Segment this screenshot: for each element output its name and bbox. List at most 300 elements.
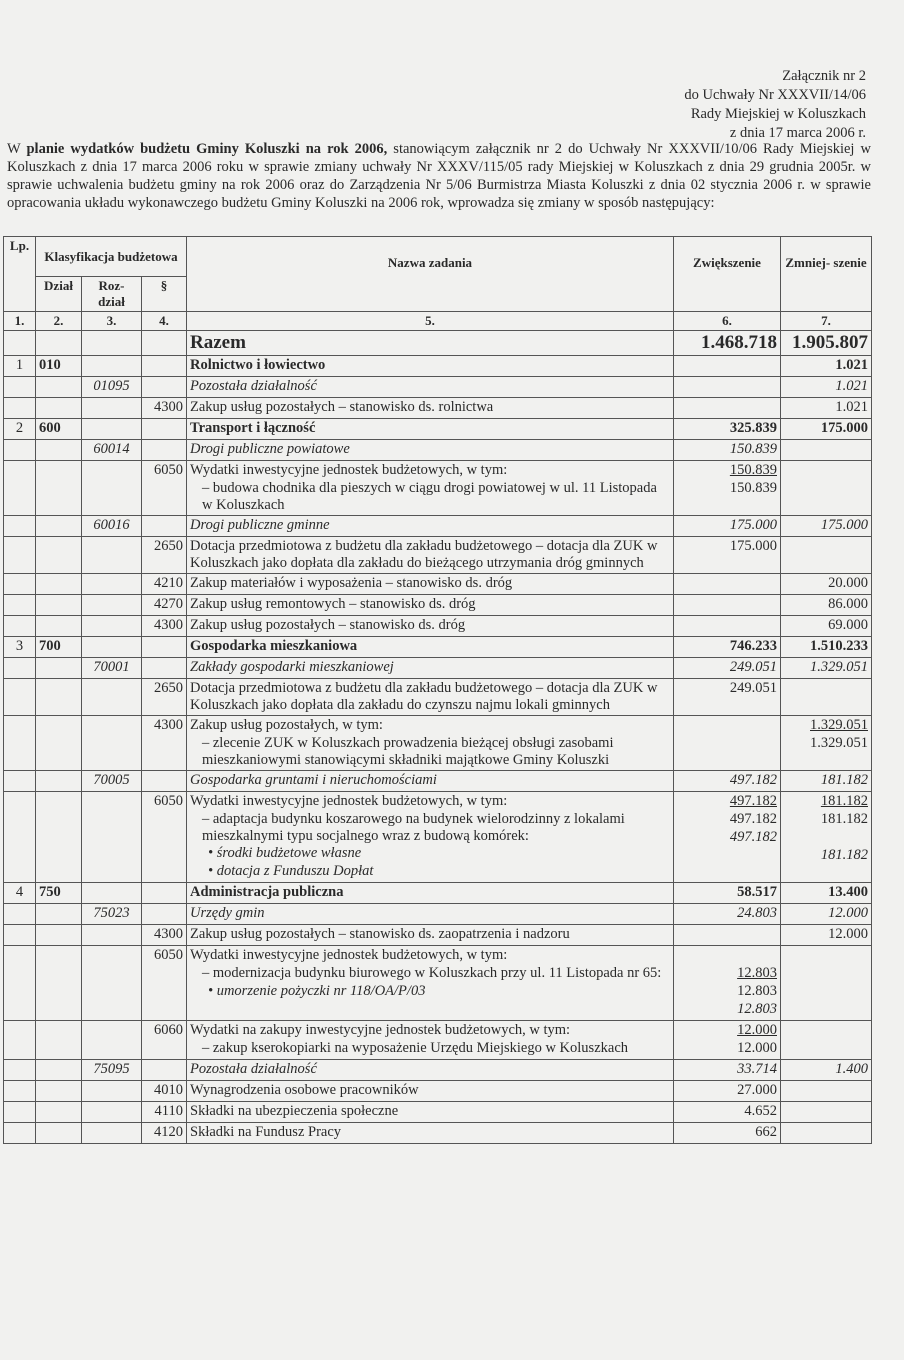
task-name: Wydatki inwestycyjne jednostek budżetowych, w tym:: [190, 462, 508, 478]
task-name: Gospodarka mieszkaniowa: [190, 638, 358, 654]
lp-cell: [4, 574, 36, 595]
col-num: 3.: [82, 312, 142, 331]
paragraph-row: [4, 461, 872, 516]
task-subitem: – zakup kserokopiarki na wyposażenie Urzędu Miejskiego w Koluszkach: [202, 1040, 629, 1056]
increase-value: 150.839: [729, 462, 777, 478]
increase-value: [677, 617, 777, 635]
increase-value: 497.182: [729, 772, 777, 788]
task-name: Drogi publiczne powiatowe: [190, 441, 350, 457]
rozdzial-cell: [82, 616, 142, 637]
paragraf-cell: 4300: [142, 616, 187, 637]
paragraph-row: [4, 792, 872, 883]
task-subitem: – modernizacja budynku biurowego w Koluszkach przy ul. 11 Listopada nr 65:: [202, 965, 662, 981]
task-name: Zakup usług remontowych – stanowisko ds. dróg: [190, 596, 476, 612]
column-numbers-row: [4, 312, 872, 331]
lp-cell: [4, 398, 36, 419]
task-name: Transport i łączność: [190, 420, 316, 436]
increase-cell: [674, 1060, 781, 1081]
task-name-cell: [187, 771, 674, 792]
header-lp: Lp.: [4, 237, 36, 312]
paragraph-row: [4, 1081, 872, 1102]
task-subitem: – adaptacja budynku koszarowego na budynek wielorodzinny z lokalami mieszkalnymi typu socjalnego wraz z budową komórek:: [202, 811, 625, 844]
increase-cell: [674, 883, 781, 904]
rozdzial-cell: [82, 716, 142, 771]
decrease-value: [784, 441, 868, 459]
dzial-cell: [36, 516, 82, 537]
task-name-cell: [187, 883, 674, 904]
col-num: 4.: [142, 312, 187, 331]
paragraf-cell: 2650: [142, 679, 187, 716]
header-zmniejszenie: Zmniej- szenie: [781, 237, 872, 312]
decrease-value: 181.182: [820, 793, 868, 809]
decrease-cell: [781, 1060, 872, 1081]
decrease-value: 1.510.233: [810, 638, 868, 654]
decrease-value: [784, 462, 868, 480]
rozdzial-cell: [82, 419, 142, 440]
task-name-cell: [187, 616, 674, 637]
decrease-value: [784, 1124, 868, 1142]
increase-cell: [674, 516, 781, 537]
task-name: Gospodarka gruntami i nieruchomościami: [190, 772, 437, 788]
lp-cell: [4, 1102, 36, 1123]
task-name: Zakup usług pozostałych, w tym:: [190, 717, 383, 733]
increase-value: [677, 717, 777, 735]
paragraph-row: [4, 925, 872, 946]
dzial-cell: [36, 398, 82, 419]
paragraph-row: [4, 1123, 872, 1144]
increase-value: [677, 947, 777, 965]
paragraf-cell: 4300: [142, 398, 187, 419]
decrease-cell: [781, 440, 872, 461]
rozdzial-cell: 70001: [82, 658, 142, 679]
lp-cell: [4, 377, 36, 398]
header-paragraf: §: [142, 277, 187, 312]
increase-cell: [674, 637, 781, 658]
task-name-cell: [187, 1123, 674, 1144]
decrease-cell: [781, 658, 872, 679]
task-name: Zakłady gospodarki mieszkaniowej: [190, 659, 394, 675]
task-name: Zakup usług pozostałych – stanowisko ds. dróg: [190, 617, 466, 633]
chapter-row: [4, 440, 872, 461]
decrease-cell: [781, 516, 872, 537]
increase-value: [677, 378, 777, 396]
attachment-header: [684, 67, 866, 143]
decrease-cell: [781, 946, 872, 1021]
decrease-cell: [781, 574, 872, 595]
increase-value: 325.839: [729, 420, 777, 436]
dzial-cell: 750: [36, 883, 82, 904]
task-name-cell: [187, 1102, 674, 1123]
chapter-row: [4, 377, 872, 398]
paragraf-cell: [142, 904, 187, 925]
paragraf-cell: 4300: [142, 716, 187, 771]
dzial-cell: [36, 716, 82, 771]
task-name-cell: [187, 398, 674, 419]
increase-cell: [674, 679, 781, 716]
task-bullet: • umorzenie pożyczki nr 118/OA/P/03: [208, 983, 426, 999]
decrease-cell: [781, 419, 872, 440]
decrease-cell: [781, 925, 872, 946]
resolution-number: do Uchwały Nr XXXVII/14/06: [684, 87, 866, 103]
lp-cell: [4, 440, 36, 461]
increase-value: 249.051: [729, 659, 777, 675]
bullet-increase-value: [677, 847, 777, 865]
rozdzial-cell: [82, 574, 142, 595]
lp-cell: [4, 792, 36, 883]
dzial-cell: [36, 925, 82, 946]
increase-value: 662: [755, 1124, 777, 1140]
decrease-value: 1.021: [835, 378, 868, 394]
total-label: Razem: [187, 331, 674, 356]
header-klasyfikacja: Klasyfikacja budżetowa: [36, 237, 187, 277]
task-name: Urzędy gmin: [190, 905, 265, 921]
increase-cell: [674, 1102, 781, 1123]
sub-increase-value: 497.182: [729, 811, 777, 827]
lp-cell: [4, 946, 36, 1021]
task-name-cell: [187, 1021, 674, 1060]
rozdzial-cell: [82, 595, 142, 616]
task-name-cell: [187, 461, 674, 516]
decrease-cell: [781, 537, 872, 574]
lp-cell: 4: [4, 883, 36, 904]
increase-cell: [674, 1123, 781, 1144]
rozdzial-cell: [82, 1102, 142, 1123]
section-row: [4, 637, 872, 658]
col-num: 6.: [674, 312, 781, 331]
intro-rest: stanowiącym załącznik nr 2 do Uchwały Nr XXXVII/10/06 Rady Miejskiej w Koluszkach z dnia 17 marca 2006 roku w sprawie zmiany uchwały Nr XXXV/115/05 rady Miejskiej w Koluszkach z dnia 29 grudnia 2005r. w sprawie uchwalenia budżetu gminy na rok 2006 oraz do Zarządzenia Nr 5/06 Burmistrza Miasta Koluszki z dnia 02 stycznia 2006 r. w sprawie opracowania układu wykonawczego budżetu Gminy Koluszki na 2006 rok, wprowadza się zmiany w sposób następujący:: [7, 141, 871, 211]
increase-value: 497.182: [729, 793, 777, 809]
chapter-row: [4, 904, 872, 925]
task-name-cell: [187, 377, 674, 398]
rozdzial-cell: [82, 1021, 142, 1060]
rozdzial-cell: [82, 537, 142, 574]
decrease-value: 1.021: [835, 357, 868, 373]
rozdzial-cell: 01095: [82, 377, 142, 398]
task-name-cell: [187, 537, 674, 574]
paragraf-cell: 2650: [142, 537, 187, 574]
paragraf-cell: [142, 356, 187, 377]
dzial-cell: [36, 658, 82, 679]
lp-cell: 2: [4, 419, 36, 440]
task-name: Wydatki na zakupy inwestycyjne jednostek budżetowych, w tym:: [190, 1022, 571, 1038]
task-name: Składki na ubezpieczenia społeczne: [190, 1103, 399, 1119]
decrease-value: 20.000: [828, 575, 868, 591]
task-name-cell: [187, 716, 674, 771]
increase-cell: [674, 771, 781, 792]
rozdzial-cell: 75023: [82, 904, 142, 925]
decrease-value: 181.182: [820, 772, 868, 788]
sub-increase-value: 12.803: [737, 983, 777, 999]
task-name: Dotacja przedmiotowa z budżetu dla zakładu budżetowego – dotacja dla ZUK w Koluszkach jako dopłata dla zakładu do bieżącego utrzymania dróg gminnych: [190, 538, 658, 571]
bullet-increase-value: 497.182: [729, 829, 777, 845]
increase-value: 58.517: [737, 884, 777, 900]
dzial-cell: [36, 377, 82, 398]
paragraph-row: [4, 679, 872, 716]
increase-value: [677, 596, 777, 614]
lp-cell: [4, 616, 36, 637]
total-row: [4, 331, 872, 356]
increase-cell: [674, 574, 781, 595]
task-name-cell: [187, 658, 674, 679]
decrease-value: [784, 1103, 868, 1121]
decrease-value: 13.400: [828, 884, 868, 900]
task-name: Drogi publiczne gminne: [190, 517, 330, 533]
sub-increase-value: [677, 735, 777, 753]
lp-cell: [4, 925, 36, 946]
rozdzial-cell: [82, 792, 142, 883]
budget-table: [3, 236, 872, 1144]
col-num: 7.: [781, 312, 872, 331]
increase-value: 249.051: [729, 680, 777, 696]
lp-cell: [4, 461, 36, 516]
sub-increase-value: 12.803: [737, 965, 777, 981]
col-num: 1.: [4, 312, 36, 331]
dzial-cell: [36, 1102, 82, 1123]
chapter-row: [4, 771, 872, 792]
task-name: Rolnictwo i łowiectwo: [190, 357, 326, 373]
decrease-value: [784, 680, 868, 698]
paragraf-cell: 6050: [142, 946, 187, 1021]
increase-value: 746.233: [729, 638, 777, 654]
increase-cell: [674, 419, 781, 440]
decrease-value: 1.400: [835, 1061, 868, 1077]
increase-value: 175.000: [729, 517, 777, 533]
decrease-cell: [781, 377, 872, 398]
dzial-cell: [36, 616, 82, 637]
rozdzial-cell: 60014: [82, 440, 142, 461]
increase-cell: [674, 356, 781, 377]
paragraph-row: [4, 1102, 872, 1123]
task-name: Wydatki inwestycyjne jednostek budżetowych, w tym:: [190, 947, 508, 963]
decrease-value: [784, 1082, 868, 1100]
task-subitem: – budowa chodnika dla pieszych w ciągu drogi powiatowej w ul. 11 Listopada w Koluszkach: [202, 480, 657, 513]
decrease-value: 1.329.051: [810, 717, 868, 733]
col-num: 2.: [36, 312, 82, 331]
council-name: Rady Miejskiej w Koluszkach: [690, 106, 866, 122]
dzial-cell: [36, 679, 82, 716]
increase-cell: [674, 616, 781, 637]
increase-cell: [674, 595, 781, 616]
section-row: [4, 356, 872, 377]
increase-value: 27.000: [737, 1082, 777, 1098]
task-name: Wynagrodzenia osobowe pracowników: [190, 1082, 419, 1098]
task-name: Zakup usług pozostałych – stanowisko ds. rolnictwa: [190, 399, 494, 415]
lp-cell: [4, 904, 36, 925]
dzial-cell: [36, 1021, 82, 1060]
task-name: Pozostała działalność: [190, 378, 317, 394]
decrease-value: 175.000: [820, 517, 868, 533]
paragraf-cell: 4110: [142, 1102, 187, 1123]
increase-cell: [674, 716, 781, 771]
dzial-cell: [36, 595, 82, 616]
decrease-value: 86.000: [828, 596, 868, 612]
increase-value: 33.714: [737, 1061, 777, 1077]
decrease-cell: [781, 637, 872, 658]
intro-paragraph: [7, 140, 871, 212]
task-name: Zakup usług pozostałych – stanowisko ds. zaopatrzenia i nadzoru: [190, 926, 570, 942]
task-name-cell: [187, 574, 674, 595]
task-name-cell: [187, 792, 674, 883]
paragraf-cell: 6050: [142, 792, 187, 883]
intro-prefix: W: [7, 141, 27, 157]
rozdzial-cell: [82, 356, 142, 377]
lp-cell: [4, 1021, 36, 1060]
header-zwiekszenie: Zwiększenie: [674, 237, 781, 312]
decrease-cell: [781, 1081, 872, 1102]
increase-cell: [674, 925, 781, 946]
task-name-cell: [187, 516, 674, 537]
task-name: Składki na Fundusz Pracy: [190, 1124, 342, 1140]
col-num: 5.: [187, 312, 674, 331]
sub-decrease-value: 1.329.051: [810, 735, 868, 751]
decrease-cell: [781, 1021, 872, 1060]
paragraf-cell: 4010: [142, 1081, 187, 1102]
header-dzial: Dział: [36, 277, 82, 312]
increase-cell: [674, 440, 781, 461]
task-bullet: • środki budżetowe własne: [208, 845, 362, 861]
decrease-cell: [781, 716, 872, 771]
paragraph-row: [4, 574, 872, 595]
decrease-value: 1.329.051: [810, 659, 868, 675]
dzial-cell: [36, 1123, 82, 1144]
paragraf-cell: 4120: [142, 1123, 187, 1144]
paragraph-row: [4, 946, 872, 1021]
decrease-cell: [781, 461, 872, 516]
section-row: [4, 883, 872, 904]
task-name: Dotacja przedmiotowa z budżetu dla zakładu budżetowego – dotacja dla ZUK w Koluszkach jako dopłata dla zakładu do czynszu najmu lokali gminnych: [190, 680, 658, 713]
increase-value: 175.000: [729, 538, 777, 554]
task-name-cell: [187, 419, 674, 440]
lp-cell: [4, 679, 36, 716]
rozdzial-cell: [82, 637, 142, 658]
chapter-row: [4, 658, 872, 679]
decrease-cell: [781, 1102, 872, 1123]
paragraf-cell: [142, 883, 187, 904]
decrease-value: [784, 538, 868, 556]
rozdzial-cell: [82, 679, 142, 716]
paragraf-cell: 4270: [142, 595, 187, 616]
paragraf-cell: [142, 440, 187, 461]
task-name-cell: [187, 1081, 674, 1102]
paragraf-cell: 6060: [142, 1021, 187, 1060]
bullet-decrease-value: 181.182: [820, 847, 868, 863]
lp-cell: [4, 516, 36, 537]
paragraf-cell: 4210: [142, 574, 187, 595]
increase-cell: [674, 658, 781, 679]
task-name: Administracja publiczna: [190, 884, 344, 900]
decrease-cell: [781, 771, 872, 792]
decrease-cell: [781, 356, 872, 377]
bullet-decrease-value: [784, 983, 868, 1001]
chapter-row: [4, 516, 872, 537]
paragraf-cell: [142, 1060, 187, 1081]
decrease-cell: [781, 904, 872, 925]
decrease-value: [784, 1022, 868, 1040]
decrease-value: 69.000: [828, 617, 868, 633]
increase-value: 4.652: [744, 1103, 777, 1119]
rozdzial-cell: 75095: [82, 1060, 142, 1081]
dzial-cell: [36, 440, 82, 461]
rozdzial-cell: [82, 1081, 142, 1102]
paragraf-cell: [142, 516, 187, 537]
lp-cell: [4, 658, 36, 679]
sub-decrease-value: [784, 480, 868, 498]
lp-cell: [4, 771, 36, 792]
rozdzial-cell: [82, 461, 142, 516]
task-name-cell: [187, 904, 674, 925]
rozdzial-cell: [82, 1123, 142, 1144]
decrease-cell: [781, 398, 872, 419]
paragraph-row: [4, 595, 872, 616]
increase-cell: [674, 1021, 781, 1060]
decrease-cell: [781, 792, 872, 883]
dzial-cell: [36, 792, 82, 883]
increase-value: 12.000: [737, 1022, 777, 1038]
increase-value: 150.839: [729, 441, 777, 457]
decrease-value: 1.021: [835, 399, 868, 415]
decrease-value: [784, 947, 868, 965]
task-name: Pozostała działalność: [190, 1061, 317, 1077]
sub-increase-value: 12.000: [737, 1040, 777, 1056]
task-name-cell: [187, 637, 674, 658]
decrease-value: 175.000: [820, 420, 868, 436]
lp-cell: [4, 595, 36, 616]
sub-decrease-value: [784, 1040, 868, 1058]
dzial-cell: 600: [36, 419, 82, 440]
lp-cell: 1: [4, 356, 36, 377]
increase-cell: [674, 537, 781, 574]
task-name-cell: [187, 946, 674, 1021]
rozdzial-cell: [82, 883, 142, 904]
sub-increase-value: 150.839: [729, 480, 777, 496]
sub-decrease-value: 181.182: [820, 811, 868, 827]
rozdzial-cell: 60016: [82, 516, 142, 537]
decrease-cell: [781, 1123, 872, 1144]
increase-cell: [674, 1081, 781, 1102]
intro-bold: planie wydatków budżetu Gminy Koluszki na rok 2006,: [26, 141, 388, 157]
task-name: Wydatki inwestycyjne jednostek budżetowych, w tym:: [190, 793, 508, 809]
lp-cell: [4, 1123, 36, 1144]
sub-decrease-value: [784, 965, 868, 983]
increase-cell: [674, 461, 781, 516]
paragraf-cell: [142, 771, 187, 792]
task-name-cell: [187, 925, 674, 946]
decrease-cell: [781, 595, 872, 616]
decrease-cell: [781, 616, 872, 637]
total-decrease: 1.905.807: [781, 331, 872, 356]
increase-value: [677, 399, 777, 417]
paragraph-row: [4, 398, 872, 419]
dzial-cell: 010: [36, 356, 82, 377]
task-name-cell: [187, 595, 674, 616]
rozdzial-cell: [82, 398, 142, 419]
paragraph-row: [4, 716, 872, 771]
bullet-increase-value: 12.803: [737, 1001, 777, 1017]
increase-value: [677, 357, 777, 375]
task-name-cell: [187, 356, 674, 377]
resolution-date: z dnia 17 marca 2006 r.: [729, 125, 866, 141]
paragraph-row: [4, 537, 872, 574]
dzial-cell: [36, 1060, 82, 1081]
rozdzial-cell: [82, 946, 142, 1021]
paragraf-cell: [142, 419, 187, 440]
lp-cell: 3: [4, 637, 36, 658]
task-bullet: • dotacja z Funduszu Dopłat: [208, 863, 374, 879]
increase-cell: [674, 904, 781, 925]
dzial-cell: [36, 904, 82, 925]
task-subitem: – zlecenie ZUK w Koluszkach prowadzenia bieżącej obsługi zasobami mieszkaniowymi stanowiącymi składniki majątkowe Gminy Koluszki: [202, 735, 614, 768]
task-name-cell: [187, 679, 674, 716]
